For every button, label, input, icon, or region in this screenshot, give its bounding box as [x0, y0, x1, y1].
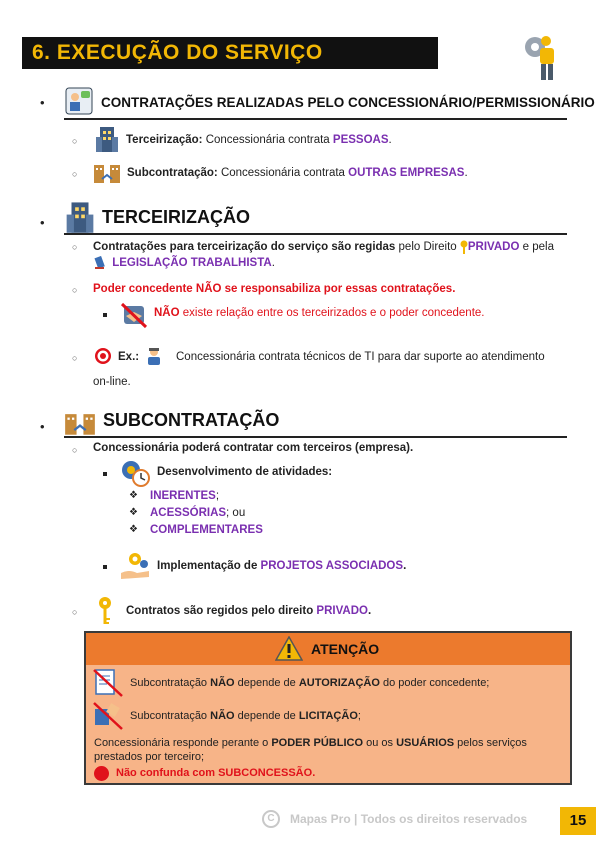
paragraph: Concessionária poderá contratar com terceiros (empresa).	[93, 442, 414, 454]
no-handshake-icon	[118, 300, 150, 330]
example-label: Ex.:	[118, 351, 140, 363]
attention-paragraph: prestados por terceiro;	[94, 751, 205, 763]
page-number: 15	[560, 807, 596, 835]
worker-gear-icon	[522, 34, 560, 82]
building-icon	[94, 125, 120, 153]
technician-icon	[144, 346, 164, 366]
list-item: ACESSÓRIAS; ou	[150, 507, 246, 519]
paragraph: Contratações para terceirização do serviço são regidas pelo Direito PRIVADO e pela	[93, 241, 554, 254]
stop-circle-icon	[94, 766, 109, 781]
attention-item: Subcontratação NÃO depende de AUTORIZAÇÃO do poder concedente;	[130, 677, 490, 689]
paragraph: NÃO existe relação entre os terceirizados e o poder concedente.	[154, 307, 485, 319]
bullet: ○	[72, 242, 78, 252]
paragraph: LEGISLAÇÃO TRABALHISTA.	[93, 256, 275, 270]
labor-law-icon	[93, 256, 109, 270]
attention-warning: Não confunda com SUBCONCESSÃO.	[116, 767, 316, 779]
bullet: •	[40, 215, 45, 230]
bullet: ○	[72, 353, 78, 363]
key-icon	[98, 596, 112, 626]
section-heading: CONTRATAÇÕES REALIZADAS PELO CONCESSIONÁRIO/PERMISSIONÁRIO	[101, 95, 595, 110]
bullet: ○	[72, 445, 78, 455]
bullet	[103, 472, 107, 476]
bullet	[103, 565, 107, 569]
copyright-icon: C	[262, 810, 280, 828]
paragraph: Contratos são regidos pelo direito PRIVADO.	[126, 605, 372, 617]
section-title: 6. EXECUÇÃO DO SERVIÇO	[32, 41, 323, 64]
section-heading: TERCEIRIZAÇÃO	[102, 207, 250, 227]
attention-title: ATENÇÃO	[311, 641, 380, 657]
attention-paragraph: Concessionária responde perante o PODER PÚBLICO ou os USUÁRIOS pelos serviços	[94, 737, 527, 749]
list-item: INERENTES;	[150, 490, 220, 502]
footer-text: Mapas Pro | Todos os direitos reservados	[290, 812, 528, 826]
business-people-icon	[64, 86, 94, 116]
bullet: •	[40, 419, 45, 434]
bullet: ○	[72, 607, 78, 617]
no-authorization-icon	[92, 668, 126, 698]
paragraph: Poder concedente NÃO se responsabiliza por essas contratações.	[93, 283, 456, 295]
paragraph: Concessionária contrata técnicos de TI para dar suporte ao atendimento	[176, 351, 545, 363]
bullet: ❖	[129, 490, 138, 501]
section-title-bar	[22, 37, 438, 69]
building-icon	[64, 200, 96, 234]
paragraph: Implementação de PROJETOS ASSOCIADOS.	[157, 560, 407, 572]
attention-item: Subcontratação NÃO depende de LICITAÇÃO;	[130, 710, 361, 722]
list-item: COMPLEMENTARES	[150, 524, 263, 536]
company-buildings-icon	[92, 157, 122, 185]
bullet: •	[40, 95, 45, 110]
paragraph: on-line.	[93, 376, 131, 388]
warning-icon	[275, 636, 303, 661]
divider	[64, 233, 567, 235]
bullet: ○	[72, 285, 78, 295]
divider	[64, 118, 567, 120]
bullet: ❖	[129, 507, 138, 518]
bullet: ○	[72, 136, 78, 146]
activity-clock-gear-icon	[119, 458, 151, 488]
bullet: ○	[72, 169, 78, 179]
key-icon	[460, 240, 468, 254]
bullet	[103, 313, 107, 317]
bullet: ❖	[129, 524, 138, 535]
paragraph: Desenvolvimento de atividades:	[157, 466, 333, 478]
list-item: Subcontratação: Concessionária contrata OUTRAS EMPRESAS.	[127, 167, 468, 179]
target-icon	[94, 347, 112, 365]
no-bidding-icon	[92, 701, 126, 731]
list-item: Terceirização: Concessionária contrata PESSOAS.	[126, 134, 392, 146]
divider	[64, 436, 567, 438]
company-buildings-icon	[62, 405, 98, 437]
hand-gears-icon	[119, 551, 153, 581]
section-heading: SUBCONTRATAÇÃO	[103, 410, 280, 430]
